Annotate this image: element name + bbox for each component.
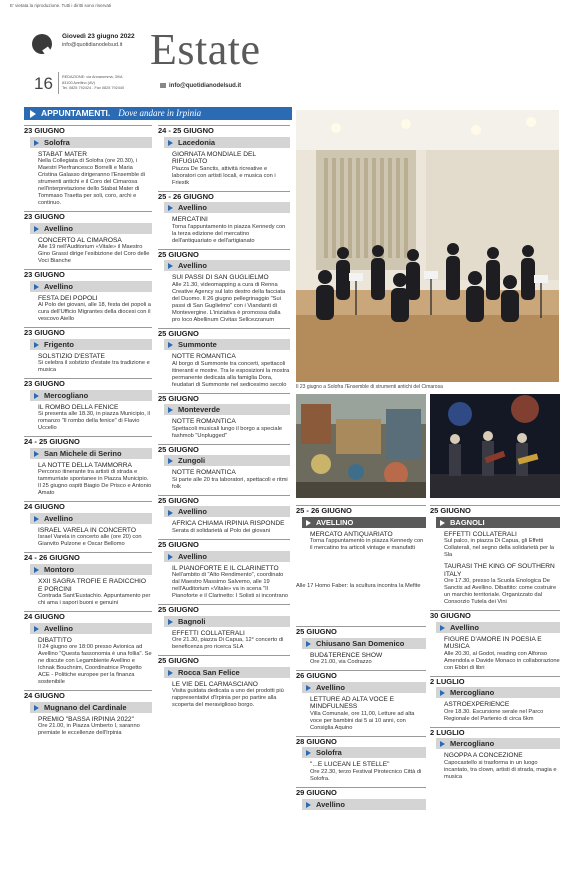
arrow-icon (168, 510, 173, 516)
arrow-icon (168, 619, 173, 625)
event-place-name: Avellino (178, 261, 207, 271)
event-block (296, 505, 426, 552)
event-block (158, 393, 290, 440)
arrow-icon (306, 802, 311, 808)
event-body: Contrada Sant'Eustachio. Appuntamento per chi ama i sapori buoni e genuini (38, 593, 151, 607)
section-email-text: info@quotidianodelsud.it (169, 83, 242, 90)
arrow-icon (168, 263, 173, 269)
event-place (164, 616, 290, 627)
event-body: Capocastello si trasforma in un luogo incantato, tra clown, artisti di strada, magia e musica (444, 759, 557, 780)
event-date: 25 GIUGNO (158, 393, 290, 404)
event-date: 23 GIUGNO (24, 211, 152, 222)
event-body: Alle 19 nell'Auditorium «Vitale» il Maestro Gino Grassi dirige l'esibizione del Coro delle Voci Bianche (38, 244, 150, 264)
event-title: FIGURE D'AMORE IN POESIA E MUSICA (444, 635, 542, 651)
band-concert-photo (430, 394, 560, 498)
event-place-name: Mercogliano (450, 688, 495, 698)
event-body: Ore 21.00, via Codrazzo (310, 659, 372, 666)
event-date: 24 - 25 GIUGNO (158, 125, 290, 136)
event-place-name: Monteverde (178, 405, 221, 415)
event-block (158, 444, 290, 491)
event-body: Percorso itinerante tra artisti di strada e tammurriate spontanee in Piazza Municipio. Il 25 giugno ospiti Biagio De Prisco e Antonio Amato (38, 469, 152, 497)
event-place-name: Avellino (316, 682, 345, 692)
arrow-icon (34, 284, 39, 290)
event-date: 24 GIUGNO (24, 611, 152, 622)
events-column-4 (430, 505, 560, 870)
event-body: Serata di solidarietà al Polo dei giovani (172, 528, 271, 535)
event-date: 24 - 26 GIUGNO (24, 552, 152, 563)
event-body: Ore 22.30, terzo Festival Pirotecnico Città di Solofra. (310, 769, 422, 782)
event-place (30, 281, 152, 292)
event-body: Si parte alle 20 tra laboratori, spettacoli e ritmi folk (172, 476, 288, 490)
event-body: Piazza De Sanctis, attività ricreative e laboratori con artisti locali, e musica con i Friestk (172, 165, 276, 186)
arrow-icon (168, 670, 173, 676)
event-body: Ore 21.30, piazza Di Capua, 12° concerto di beneficenza pro ricerca SLA (172, 637, 284, 651)
event-block (158, 191, 290, 245)
event-place-name: Montoro (44, 564, 74, 574)
event-block (430, 505, 560, 559)
event-title: PREMIO "BASSA IRPINIA 2022" (38, 715, 134, 723)
event-block (158, 655, 290, 709)
event-place (302, 747, 426, 758)
event-date: 25 GIUGNO (158, 328, 290, 339)
event-date: 25 GIUGNO (158, 539, 290, 550)
event-date: 24 - 25 GIUGNO (24, 436, 152, 447)
event-body: Il 24 giugno ore 18:00 presso Avionica ad Avellino "Questa fassonomia è una follia". Se ne discute con Legambiente Avellino e Ichnak Bouchnim, Coordinatrice Progetto ACE - Politiche europee per la finanza sostenibile (38, 644, 152, 685)
event-place (30, 513, 152, 524)
arrow-icon (168, 458, 173, 464)
event-place (436, 738, 560, 749)
event-block (158, 125, 290, 187)
redazione-line: 83100 Avellino (AV) (62, 80, 95, 85)
event-place (30, 137, 152, 148)
event-place (164, 506, 290, 517)
appuntamenti-banner (24, 107, 292, 120)
event-date: 2 LUGLIO (430, 676, 560, 687)
event-place (164, 260, 290, 271)
event-place-name: Avellino (178, 551, 207, 561)
event-date: 25 GIUGNO (158, 604, 290, 615)
event-block (158, 495, 290, 535)
event-place (164, 455, 290, 466)
event-block (158, 249, 290, 324)
arrow-icon (34, 451, 39, 457)
event-date: 2 LUGLIO (430, 727, 560, 738)
event-place-name: Avellino (450, 622, 479, 632)
event-place (436, 517, 560, 528)
event-date: 30 GIUGNO (430, 610, 560, 621)
events-column-1 (24, 125, 152, 870)
event-title: IL ROMBO DELLA FENICE (38, 403, 119, 411)
event-title: NOTTE ROMANTICA (172, 469, 236, 477)
arrow-icon (440, 741, 445, 747)
event-date: 25 GIUGNO (158, 249, 290, 260)
event-date: 25 GIUGNO (430, 505, 560, 516)
event-place (30, 223, 152, 234)
event-place (30, 623, 152, 634)
arrow-icon (34, 705, 39, 711)
events-column-3 (296, 626, 426, 870)
arrow-icon (168, 342, 173, 348)
event-place-name: Avellino (178, 203, 207, 213)
event-body: Alle 21.30, videomapping a cura di Renna Creative Agency sul lato destro della facciata del Duomo. Il 26 giugno pellegrinaggio "Sui passi di San Guglielmo" con i Viandanti di Montevergine. L'iniziativa è promossa dalla pro loco Abellinum Civitas Sellcezzanum (172, 281, 286, 323)
event-place (302, 638, 426, 649)
event-block (158, 539, 290, 600)
event-place-name: Mercogliano (450, 739, 495, 749)
event-date: 24 GIUGNO (24, 690, 152, 701)
event-body: Visita guidata dedicata a uno dei prodotti più rappresentativi d'Irpinia per po partire alla scoperta del meraviglioso borgo. (172, 688, 284, 709)
redazione-line: REDAZIONE: via Annarumma, 39/A (62, 75, 123, 79)
event-title: CONCERTO AL CIMAROSA (38, 236, 122, 244)
event-title: "...E LUCEAN LE STELLE" (310, 761, 390, 769)
event-block (24, 436, 152, 497)
event-place-name: Avellino (44, 223, 73, 233)
event-place-name: Rocca San Felice (178, 667, 240, 677)
event-body: Spettacoli musicali lungo il borgo a speciale fashmob "Unplugged" (172, 425, 283, 439)
event-place-name: Summonte (178, 340, 217, 350)
event-date: 25 GIUGNO (158, 444, 290, 455)
event-block (296, 736, 426, 783)
event-date: 28 GIUGNO (296, 736, 426, 747)
event-title: BUD&TERENCE SHOW (310, 651, 383, 659)
event-body: Nell'ambito di "Alto Rendimento", coordinato dal Maestro Massimo Salvemo, alle 19 nell'Auditorium «Vitale» va in scena "Il Pianoforte e il Clarinetto: I Solisti si incontrano (172, 572, 289, 600)
event-place-name: Solofra (316, 748, 342, 758)
event-place (164, 137, 290, 148)
events-column-2 (158, 125, 290, 870)
event-body: Si presenta alle 18.30, in piazza Municipio, il romanzo "Il rombo della fenice" di Flavio Uccello (38, 411, 150, 432)
event-body: Nella Collegiata di Solofra (ore 20.30), i Maestri Pierfrancesco Borrelli e Maria Cristina Galasso dirigeranno l'Ensemble di strumenti antichi e il Coro del Cimarosa nell'interpretazione dello Stabat Mater di Tommaso Traetta per soli, coro, archi e continuo. (38, 158, 145, 206)
event-body: Ore 18.30. Escursione serale nel Parco Regionale del Partenio di circa 6km (444, 708, 544, 722)
event-place-name: Avellino (178, 507, 207, 517)
event-body: Sul palco, in piazza Di Capua, gli Effetti Collaterali, nel segno della solidarietà per la Sla (444, 538, 555, 559)
event-block (24, 269, 152, 323)
banner-subtitle: Dove andare in Irpinia (118, 108, 202, 118)
event-title: MERCATINI (172, 216, 208, 224)
event-place-name: Chiusano San Domenico (316, 638, 405, 648)
event-place-name: San Michele di Serino (44, 448, 122, 458)
arrow-icon (34, 140, 39, 146)
arrow-icon (440, 625, 445, 631)
event-place (302, 682, 426, 693)
event-title: DIBATTITO (38, 636, 72, 644)
event-place-name: Avellino (316, 799, 345, 809)
event-body: Alle 17 Homo Faber: la scultura incontra la Mefite (296, 583, 421, 589)
event-date: 25 - 26 GIUGNO (158, 191, 290, 202)
event-block (24, 552, 152, 607)
section-email[interactable] (160, 83, 241, 89)
event-date: 25 GIUGNO (158, 495, 290, 506)
event-title: TAURASI THE KING OF SOUTHERN ITALY (444, 563, 555, 578)
event-place-name: Solofra (44, 137, 70, 147)
arrow-icon (306, 750, 311, 756)
event-title: NOTTE ROMANTICA (172, 418, 236, 426)
event-date: 23 GIUGNO (24, 378, 152, 389)
event-date: 26 GIUGNO (296, 670, 426, 681)
event-place-name: Zungoli (178, 456, 206, 466)
event-title: NOTTE ROMANTICA (172, 353, 236, 361)
event-place (164, 551, 290, 562)
event-place-name: Frigento (44, 339, 74, 349)
event-place (302, 517, 426, 528)
event-body: Al Polo dei giovani, alle 18, festa dei popoli a cura dell'Ufficio Migrantes della diocesi con il vescovo Aiello (38, 302, 151, 323)
event-block (430, 610, 560, 672)
redazione-line: Tel. 0825 792424 - Fax 0825 792440 (62, 86, 125, 90)
event-title: MERCATO ANTIQUARIATO (310, 530, 393, 538)
arrow-icon (168, 554, 173, 560)
arrow-icon (168, 407, 173, 413)
event-date: 25 - 26 GIUGNO (296, 505, 426, 516)
event-block (24, 378, 152, 432)
redazione-info (62, 75, 157, 92)
event-body: Villa Comunale, ore 11,00, Letture ad alta voce per bambini dai 5 ai 10 anni, con Consiglia Aquino (310, 710, 415, 731)
event-place (302, 799, 426, 810)
event-title: EFFETTI COLLATERALI (172, 629, 245, 637)
event-title: FESTA DEI POPOLI (38, 294, 98, 302)
event-place-name: BAGNOLI (450, 517, 485, 527)
event-title: ISRAEL VARELA IN CONCERTO (38, 526, 136, 534)
event-date: 29 GIUGNO (296, 787, 426, 798)
arrow-icon (34, 516, 39, 522)
issue-date: Giovedì 23 giugno 2022 (62, 33, 135, 40)
event-block (24, 690, 152, 737)
event-place-name: Avellino (44, 281, 73, 291)
arrow-icon (34, 567, 39, 573)
event-place (164, 339, 290, 350)
event-date: 24 GIUGNO (24, 501, 152, 512)
photo-caption: Il 23 giugno a Solofra l'Ensemble di strumenti antichi del Cimarosa (296, 384, 443, 390)
page-number: 16 (34, 74, 53, 93)
event-date: 23 GIUGNO (24, 125, 152, 136)
banner-label: APPUNTAMENTI. (41, 108, 111, 118)
event-block (158, 604, 290, 651)
event-date: 23 GIUGNO (24, 269, 152, 280)
event-date: 23 GIUGNO (24, 327, 152, 338)
event-date: 25 GIUGNO (158, 655, 290, 666)
event-date: 25 GIUGNO (296, 626, 426, 637)
event-title: NGOPPA A CONCEZIONE (444, 752, 523, 760)
event-place-name: Bagnoli (178, 616, 206, 626)
event-place (164, 667, 290, 678)
col3-continuation (296, 583, 426, 623)
arrow-icon (306, 520, 311, 526)
event-place (164, 404, 290, 415)
event-place (30, 448, 152, 459)
event-body: Ore 21.00, in Piazza Umberto I, saranno premiate le eccellenze dell'Irpinia (38, 723, 140, 737)
event-title: GIORNATA MONDIALE DEL RIFUGIATO (172, 150, 256, 166)
event-place (436, 622, 560, 633)
event-title: SUI PASSI DI SAN GUGLIELMO (172, 274, 269, 282)
arrow-icon (34, 393, 39, 399)
arrow-icon (440, 520, 445, 526)
event-place-name: AVELLINO (316, 517, 354, 527)
event-block (24, 327, 152, 374)
event-title: SOLSTIZIO D'ESTATE (38, 352, 105, 360)
event-block (430, 727, 560, 781)
event-body: Torna l'appuntamento in piazza Kennedy con il mercatino tra articoli vintage e manufatti (310, 538, 424, 552)
event-body: Alle 20.30, al Godot, reading con Alfonso Amendola e Davide Monaco in collaborazione con Ebbri di libri (444, 650, 560, 671)
arrow-icon (168, 140, 173, 146)
event-block (430, 676, 560, 723)
event-place (30, 339, 152, 350)
play-arrow-icon (30, 110, 36, 118)
event-place (30, 390, 152, 401)
event-body: Al borgo di Summonte tra concerti, spettacoli itineranti e mostre. Tra le esposizioni la mostra permanente dedicata alla famiglia Dora, feudatari di Summonte nel sedicesimo secolo (172, 360, 290, 388)
divider (58, 72, 59, 94)
event-place-name: Lacedonia (178, 137, 216, 147)
event-title: EFFETTI COLLATERALI (444, 530, 517, 538)
event-block (296, 787, 426, 810)
event-block (296, 626, 426, 666)
event-block (24, 611, 152, 686)
mail-icon (160, 83, 166, 88)
arrow-icon (306, 641, 311, 647)
event-title: LE VIE DEL CARMASCIANO (172, 680, 258, 688)
arrow-icon (440, 690, 445, 696)
events-column-3-top (296, 505, 426, 585)
event-body: Si celebra il solstizio d'estate tra tradizione e musica (38, 360, 150, 374)
ensemble-photo (296, 110, 559, 382)
event-block (24, 211, 152, 265)
newspaper-logo-icon (32, 34, 52, 54)
antique-market-photo (296, 394, 426, 498)
event-block (24, 501, 152, 548)
event-block (158, 328, 290, 389)
event-place-name: Mugnano del Cardinale (44, 702, 127, 712)
event-place (30, 564, 152, 575)
arrow-icon (34, 342, 39, 348)
arrow-icon (168, 205, 173, 211)
event-body: Israel Varela in concerto alle (ore 20) con Gianvito Pulzone e Oscar Bellomo (38, 534, 142, 548)
header-email[interactable]: info@quotidianodelsud.it (62, 42, 123, 48)
event-place-name: Avellino (44, 513, 73, 523)
event-place (164, 202, 290, 213)
event-block (24, 125, 152, 207)
section-title: Estate (150, 25, 261, 74)
event-title: XXII SAGRA TROFIE E RADICCHIO E PORCINI (38, 577, 146, 593)
event-place (30, 702, 152, 713)
event-body: Ore 17.30, presso la Scuola Enologica De Sanctis ad Avellino. Dibattito: come costruire un marchio territoriale. Organizzato dal Consorzio Tutela dei Vini (444, 578, 557, 606)
event-place (436, 687, 560, 698)
copyright-note: E' vietata la riproduzione. Tutti i diritti sono riservati (10, 3, 112, 8)
event-title: ASTROEXPERIENCE (444, 701, 510, 709)
event-body: Torna l'appuntamento in piazza Kennedy con la terza edizione del mercatino dell'antiquariato e dell'artigianato (172, 223, 286, 244)
event-title: STABAT MATER (38, 150, 87, 158)
event-title: AFRICA CHIAMA IRPINIA RISPONDE (172, 520, 285, 528)
event-place-name: Mercogliano (44, 390, 89, 400)
event-title: LETTURE AD ALTA VOCE E MINDFULNESS (310, 695, 395, 711)
event-title: LA NOTTE DELLA TAMMORRA (38, 461, 132, 469)
event-block (296, 670, 426, 732)
event-place-name: Avellino (44, 623, 73, 633)
event-block (430, 563, 560, 606)
arrow-icon (34, 226, 39, 232)
arrow-icon (34, 626, 39, 632)
arrow-icon (306, 685, 311, 691)
event-title: IL PIANOFORTE E IL CLARINETTO (172, 564, 279, 572)
